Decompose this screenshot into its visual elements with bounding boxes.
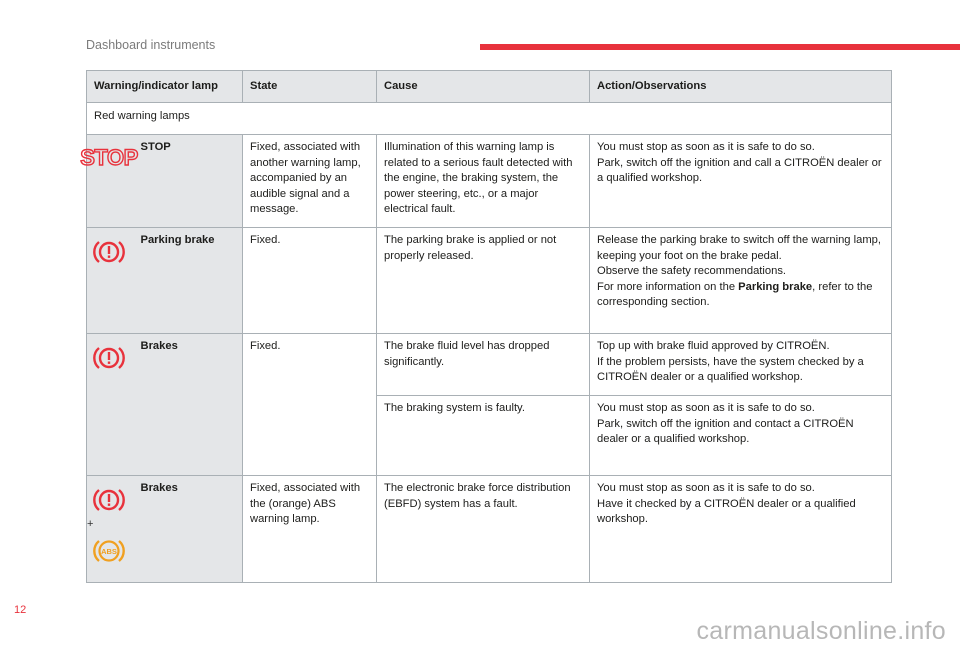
lamp-icon-cell	[87, 334, 132, 476]
lamp-state: Fixed.	[243, 228, 377, 334]
lamp-name: Parking brake	[132, 228, 243, 334]
section-label: Red warning lamps	[87, 103, 892, 135]
action-line: Release the parking brake to switch off the warning lamp, keeping your foot on the brake pedal.	[597, 234, 881, 262]
column-header-cause: Cause	[377, 71, 590, 103]
lamp-state: Fixed.	[243, 334, 377, 476]
action-line: Top up with brake fluid approved by CITROËN.	[597, 340, 830, 352]
lamp-action	[590, 396, 892, 476]
lamp-cause: Illumination of this warning lamp is related to a serious fault detected with the engine, the braking system, the power steering, etc., or a major electrical fault.	[377, 135, 590, 228]
lamp-cause: The braking system is faulty.	[377, 396, 590, 476]
lamp-name: Brakes	[132, 476, 243, 583]
table-row	[87, 135, 892, 228]
table-header-row	[87, 71, 892, 103]
lamp-action	[590, 228, 892, 334]
table-row	[87, 228, 892, 334]
action-line: If the problem persists, have the system checked by a CITROËN dealer or a qualified workshop.	[597, 355, 864, 383]
brake-warning-icon	[91, 238, 127, 266]
stop-lamp-text: STOP	[80, 145, 139, 170]
watermark: carmanualsonline.info	[696, 617, 946, 645]
page-section-title: Dashboard instruments	[86, 38, 216, 52]
lamp-icon-cell	[80, 135, 139, 228]
abs-warning-icon	[91, 537, 127, 565]
action-text: For more information on the	[597, 280, 739, 293]
stop-lamp-icon	[80, 143, 139, 170]
lamp-cause: The parking brake is applied or not properly released.	[377, 228, 590, 334]
lamp-icon-cell	[87, 476, 132, 583]
lamp-name: Brakes	[132, 334, 243, 476]
header-accent-bar	[480, 44, 960, 50]
action-line: You must stop as soon as it is safe to do so.	[597, 141, 815, 153]
section-row	[87, 103, 892, 135]
action-line: You must stop as soon as it is safe to do so.	[597, 482, 815, 494]
lamp-action	[590, 135, 892, 228]
action-bold-text: Parking brake	[738, 280, 813, 293]
abs-lamp-text: ABS	[101, 546, 118, 556]
warning-lamps-table	[80, 70, 892, 583]
column-header-state: State	[243, 71, 377, 103]
action-line	[597, 280, 884, 311]
action-line: Park, switch off the ignition and contact a CITROËN dealer or a qualified workshop.	[597, 417, 854, 445]
plus-sign: +	[87, 518, 94, 530]
lamp-cause: The brake fluid level has dropped significantly.	[377, 334, 590, 396]
brake-warning-icon	[91, 344, 127, 372]
action-line: Observe the safety recommendations.	[597, 265, 787, 277]
action-line: Park, switch off the ignition and call a CITROËN dealer or a qualified workshop.	[597, 156, 882, 184]
lamp-name: STOP	[132, 135, 243, 228]
lamp-cause: The electronic brake force distribution (EBFD) system has a fault.	[377, 476, 590, 583]
lamp-action	[590, 334, 892, 396]
lamp-state: Fixed, associated with the (orange) ABS warning lamp.	[243, 476, 377, 583]
table-row	[87, 334, 892, 396]
column-header-action: Action/Observations	[590, 71, 892, 103]
action-line: You must stop as soon as it is safe to do so.	[597, 402, 815, 414]
column-header-lamp: Warning/indicator lamp	[87, 71, 243, 103]
lamp-action	[590, 476, 892, 583]
lamp-state: Fixed, associated with another warning lamp, accompanied by an audible signal and a message.	[243, 135, 377, 228]
action-text: , refer to the corresponding section.	[597, 280, 873, 308]
action-line: Have it checked by a CITROËN dealer or a qualified workshop.	[597, 497, 856, 525]
table-row	[87, 476, 892, 583]
page-number: 12	[14, 604, 27, 616]
brake-warning-icon	[91, 486, 127, 514]
lamp-icon-cell	[87, 228, 132, 334]
